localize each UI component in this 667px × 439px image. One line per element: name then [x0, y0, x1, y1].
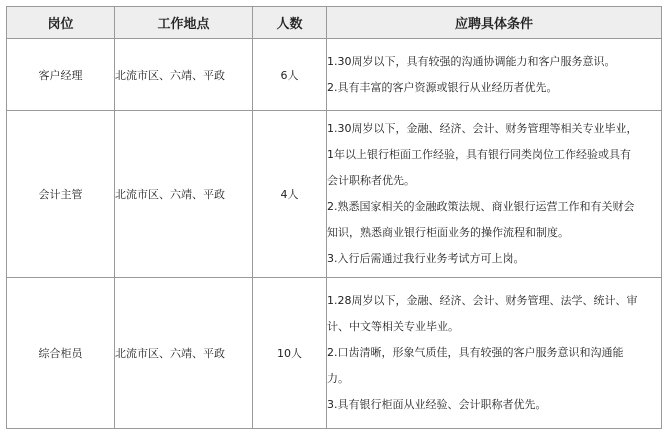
condition-line: 计、中文等相关专业毕业。: [327, 320, 459, 333]
position-cell: 会计主管: [7, 111, 115, 278]
conditions-cell: [327, 278, 662, 429]
condition-line: 会计职称者优先。: [327, 174, 415, 187]
count-cell: 4人: [253, 111, 327, 278]
location-cell: 北流市区、六靖、平政: [115, 111, 253, 278]
condition-line: 1.28周岁以下，金融、经济、会计、财务管理、法学、统计、审: [327, 294, 638, 307]
header-count: 人数: [253, 7, 327, 39]
conditions-cell: [327, 111, 662, 278]
header-location: 工作地点: [115, 7, 253, 39]
location-cell: 北流市区、六靖、平政: [115, 278, 253, 429]
count-cell: 10人: [253, 278, 327, 429]
condition-line: 1.30周岁以下，具有较强的沟通协调能力和客户服务意识。: [327, 54, 616, 68]
position-cell: 综合柜员: [7, 278, 115, 429]
condition-line: 1年以上银行柜面工作经验，具有银行同类岗位工作经验或具有: [327, 148, 631, 161]
header-position: 岗位: [7, 7, 115, 39]
header-conditions: 应聘具体条件: [327, 7, 662, 39]
recruitment-table: [6, 6, 662, 429]
condition-line: 3.入行后需通过我行业务考试方可上岗。: [327, 252, 525, 265]
condition-line: 知识，熟悉商业银行柜面业务的操作流程和制度。: [327, 226, 569, 239]
condition-line: 力。: [327, 372, 349, 385]
table-row: [7, 278, 662, 429]
condition-line: 3.具有银行柜面从业经验、会计职称者优先。: [327, 398, 547, 411]
condition-line: 2.熟悉国家相关的金融政策法规、商业银行运营工作和有关财会: [327, 200, 635, 213]
condition-line: 2.具有丰富的客户资源或银行从业经历者优先。: [327, 80, 558, 94]
condition-line: 2.口齿清晰，形象气质佳，具有较强的客户服务意识和沟通能: [327, 346, 624, 359]
location-cell: 北流市区、六靖、平政: [115, 39, 253, 111]
position-cell: 客户经理: [7, 39, 115, 111]
conditions-cell: [327, 39, 662, 111]
table-header-row: [7, 7, 662, 39]
table-row: [7, 111, 662, 278]
condition-line: 1.30周岁以下，金融、经济、会计、财务管理等相关专业毕业，: [327, 122, 638, 135]
table-row: [7, 39, 662, 111]
count-cell: 6人: [253, 39, 327, 111]
